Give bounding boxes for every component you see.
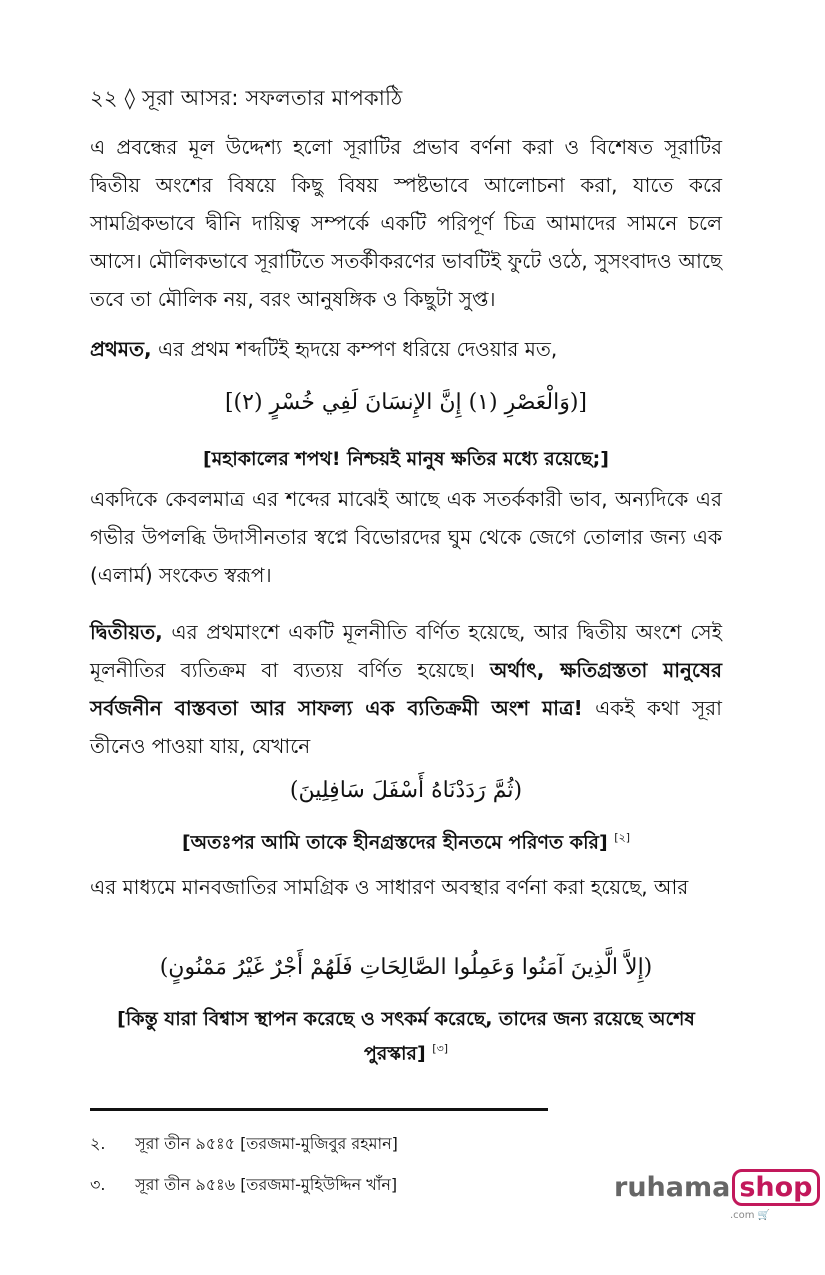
footnote-number: ৩. <box>90 1175 106 1194</box>
ruhamashop-logo <box>614 1172 820 1203</box>
second-point-text: এর প্রথমাংশে একটি মূলনীতি বর্ণিত হয়েছে, আর দ্বিতীয় অংশে সেই মূলনীতির ব্যতিক্রম বা ব্যত্যয় বর্ণিত হয়েছে। <box>90 620 722 682</box>
logo-text-shop: shop <box>732 1169 819 1206</box>
footnote-divider <box>90 1108 548 1111</box>
paragraph-intro: এ প্রবন্ধের মূল উদ্দেশ্য হলো সূরাটির প্রভাব বর্ণনা করা ও বিশেষত সূরাটির দ্বিতীয় অংশের বিষয়ে কিছু বিষয় স্পষ্টভাবে আলোচনা করা, যাতে করে সামগ্রিকভাবে দ্বীনি দায়িত্ব সম্পর্কে একটি পরিপূর্ণ চিত্র আমাদের সামনে চলে আসে। মৌলিকভাবে সূরাটিতে সতর্কীকরণের ভাবটিই ফুটে ওঠে, সুসংবাদও আছে তবে তা মৌলিক নয়, বরং আনুষঙ্গিক ও কিছুটা সুপ্ত। <box>90 135 722 311</box>
logo-text-ruhama: ruhama <box>614 1172 731 1203</box>
second-point-emphasis: অর্থাৎ, ক্ষতিগ্রস্ততা মানুষের সর্বজনীন বাস্তবতা আর সাফল্য এক ব্যতিক্রমী অংশ মাত্র! <box>90 658 722 720</box>
translation-2 <box>90 823 722 857</box>
logo-domain <box>730 1210 770 1221</box>
logo-domain-text: .com <box>730 1210 755 1221</box>
second-point-lead: দ্বিতীয়ত, <box>90 620 163 644</box>
arabic-verse-2: (ثُمَّ رَدَدْنَاهُ أَسْفَلَ سَافِلِينَ) <box>289 778 523 803</box>
footnote-ref-2[interactable]: [২] <box>614 831 631 844</box>
translation-2-text: [অতঃপর আমি তাকে হীনগ্রস্তদের হীনতমে পরিণত করি] <box>181 831 608 854</box>
footnote-ref-3[interactable]: [৩] <box>432 1042 449 1055</box>
translation-3-text: [কিন্তু যারা বিশ্বাস স্থাপন করেছে ও সৎকর্ম করেছে, তাদের জন্য রয়েছে অশেষ পুরস্কার] <box>117 1008 695 1065</box>
paragraph-humanity: এর মাধ্যমে মানবজাতির সামগ্রিক ও সাধারণ অবস্থার বর্ণনা করা হয়েছে, আর <box>90 875 689 899</box>
footnote-number: ২. <box>90 1134 106 1153</box>
first-point-lead: প্রথমত, <box>90 337 152 361</box>
footnote-text: সূরা তীন ৯৫ঃ৫ [তরজমা-মুজিবুর রহমান] <box>135 1134 398 1153</box>
paragraph-second-point <box>90 613 722 765</box>
footnote-3 <box>90 1172 397 1199</box>
cart-icon: 🛒 <box>757 1210 771 1221</box>
translation-1: [মহাকালের শপথ! নিশ্চয়ই মানুষ ক্ষতির মধ্যে রয়েছে;] <box>203 448 609 470</box>
translation-3 <box>90 1004 722 1068</box>
arabic-verse-3: (إِلاَّ الَّذِينَ آمَنُوا وَعَمِلُوا الصَّالِحَاتِ فَلَهُمْ أَجْرٌ غَيْرُ مَمْنُونٍ) <box>159 955 653 980</box>
second-point-tail: একই কথা সূরা তীনেও পাওয়া যায়, যেখানে <box>90 696 722 758</box>
footnote-text: সূরা তীন ৯৫ঃ৬ [তরজমা-মুহিউদ্দিন খাঁন] <box>135 1175 398 1194</box>
arabic-verse-1: [(وَالْعَصْرِ (١) إِنَّ الإِنسَانَ لَفِي خُسْرٍ (٢)] <box>224 390 588 415</box>
page-header: ২২ ◊ সূরা আসর: সফলতার মাপকাঠি <box>90 86 403 110</box>
paragraph-warning: একদিকে কেবলমাত্র এর শব্দের মাঝেই আছে এক সতর্ককারী ভাব, অন্যদিকে এর গভীর উপলব্ধি উদাসীনতার স্বপ্নে বিভোরদের ঘুম থেকে জেগে তোলার জন্য এক (এলার্ম) সংকেত স্বরূপ। <box>90 487 722 587</box>
first-point-text: এর প্রথম শব্দটিই হৃদয়ে কম্পণ ধরিয়ে দেওয়ার মত, <box>151 337 558 361</box>
paragraph-first-point <box>90 330 722 368</box>
footnote-2 <box>90 1131 398 1158</box>
